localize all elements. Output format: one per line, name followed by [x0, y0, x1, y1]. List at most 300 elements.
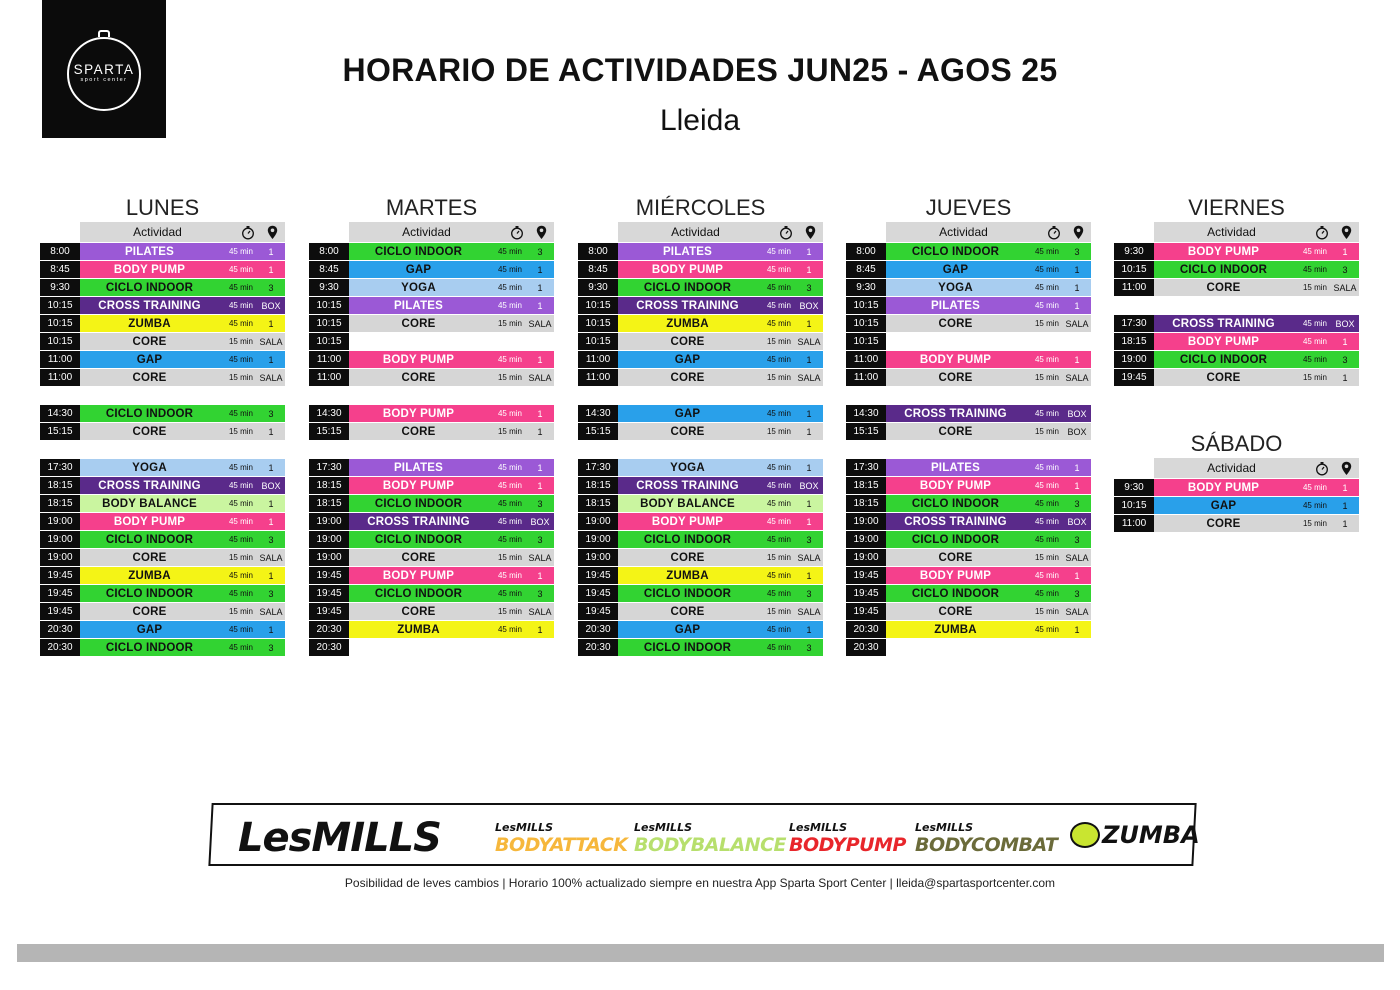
class-cell: [80, 477, 285, 494]
class-cell: [349, 261, 554, 278]
class-duration: 45 min: [766, 319, 791, 328]
class-time: 11:00: [40, 369, 80, 386]
schedule-row: [578, 585, 823, 602]
class-time: 18:15: [846, 495, 886, 512]
class-room: 1: [1074, 462, 1080, 473]
class-duration: 45 min: [1034, 355, 1059, 364]
class-name: PILATES: [662, 245, 713, 258]
class-duration: 45 min: [1034, 409, 1059, 418]
class-room: 3: [537, 246, 543, 257]
class-time: 20:30: [309, 639, 349, 656]
class-cell: [618, 405, 823, 422]
class-room: 1: [1342, 518, 1348, 529]
location-pin-icon: [529, 225, 554, 240]
class-duration: 45 min: [228, 589, 253, 598]
class-name: CROSS TRAINING: [98, 299, 201, 312]
class-name: ZUMBA: [666, 569, 709, 582]
stopwatch-knob: [98, 30, 110, 37]
schedule-row: [846, 639, 1091, 656]
class-time: 11:00: [846, 369, 886, 386]
class-time: 10:15: [1114, 497, 1154, 514]
class-cell: [80, 369, 285, 386]
class-name: CROSS TRAINING: [904, 407, 1007, 420]
class-cell: [618, 531, 823, 548]
class-cell: [80, 423, 285, 440]
class-room: 3: [1342, 264, 1348, 275]
class-cell: [886, 405, 1091, 422]
class-time: 17:30: [1114, 315, 1154, 332]
schedule-row: [846, 531, 1091, 548]
location-pin-icon: [1066, 225, 1091, 240]
class-time: 8:00: [846, 243, 886, 260]
schedule-row: [578, 261, 823, 278]
class-room: 1: [806, 354, 812, 365]
schedule-row: [846, 621, 1091, 638]
class-cell: [349, 495, 554, 512]
class-room: SALA: [259, 606, 283, 617]
class-name: CORE: [401, 605, 436, 618]
class-room: 3: [537, 588, 543, 599]
class-name: CICLO INDOOR: [643, 281, 732, 294]
class-time: 19:00: [846, 513, 886, 530]
schedule-row: [40, 603, 285, 620]
class-time: 8:00: [40, 243, 80, 260]
schedule-row: [309, 333, 554, 350]
class-duration: 45 min: [228, 481, 253, 490]
class-time: 19:00: [846, 549, 886, 566]
class-name: BODY BALANCE: [640, 497, 735, 510]
class-time: 19:45: [846, 585, 886, 602]
class-time: 20:30: [578, 621, 618, 638]
class-room: 1: [268, 246, 274, 257]
class-duration: 15 min: [766, 373, 791, 382]
class-time: 19:45: [40, 585, 80, 602]
schedule-row: [846, 603, 1091, 620]
class-cell: [886, 315, 1091, 332]
class-time: 9:30: [1114, 479, 1154, 496]
class-cell: [349, 279, 554, 296]
class-cell: [886, 261, 1091, 278]
class-duration: 45 min: [497, 517, 522, 526]
class-room: 1: [806, 498, 812, 509]
class-room: 3: [1074, 246, 1080, 257]
class-time: 8:45: [309, 261, 349, 278]
class-name: BODY PUMP: [382, 479, 455, 492]
class-cell: [349, 315, 554, 332]
class-time: 10:15: [578, 297, 618, 314]
schedule-row: [846, 585, 1091, 602]
schedule-row: [309, 603, 554, 620]
schedule-row: [309, 495, 554, 512]
class-room: 1: [806, 516, 812, 527]
class-name: BODY PUMP: [113, 515, 186, 528]
class-room: BOX: [1067, 426, 1087, 437]
class-room: 1: [1342, 336, 1348, 347]
class-time: 10:15: [309, 297, 349, 314]
class-room: SALA: [1333, 282, 1357, 293]
class-room: 3: [268, 408, 274, 419]
schedule-row: [1114, 279, 1359, 296]
class-name: BODY PUMP: [651, 263, 724, 276]
day-name: LUNES: [125, 195, 200, 220]
class-room: 3: [806, 642, 812, 653]
class-time: 10:15: [40, 315, 80, 332]
schedule-row: [578, 567, 823, 584]
brand-bodybalance: LesMILLS BODYBALANCE: [634, 821, 787, 856]
schedule-row: [40, 423, 285, 440]
schedule-row: [846, 243, 1091, 260]
class-room: 3: [806, 282, 812, 293]
class-duration: 45 min: [1034, 517, 1059, 526]
class-room: SALA: [797, 372, 821, 383]
class-duration: 45 min: [497, 535, 522, 544]
class-room: 1: [806, 264, 812, 275]
class-duration: 45 min: [1302, 319, 1327, 328]
class-cell: [349, 351, 554, 368]
class-room: 1: [806, 462, 812, 473]
activity-header: Actividad: [402, 225, 451, 239]
class-duration: 45 min: [497, 301, 522, 310]
class-room: 1: [1342, 500, 1348, 511]
schedule-row: [578, 405, 823, 422]
class-cell: [618, 351, 823, 368]
day-column-3: [578, 196, 823, 657]
class-cell: [349, 333, 554, 350]
class-cell: [886, 351, 1091, 368]
class-room: BOX: [1067, 516, 1087, 527]
class-time: 19:45: [846, 603, 886, 620]
table-header: [618, 222, 823, 242]
class-cell: [80, 243, 285, 260]
class-room: SALA: [528, 318, 552, 329]
class-time: 9:30: [40, 279, 80, 296]
class-duration: 45 min: [766, 535, 791, 544]
class-name: CROSS TRAINING: [636, 299, 739, 312]
class-name: GAP: [942, 263, 969, 276]
class-cell: [80, 567, 285, 584]
schedule-row: [309, 405, 554, 422]
schedule-row: [309, 297, 554, 314]
class-duration: 45 min: [1034, 535, 1059, 544]
class-name: CICLO INDOOR: [105, 641, 194, 654]
schedule-row: [1114, 369, 1359, 386]
class-time: 10:15: [309, 315, 349, 332]
class-duration: 45 min: [1302, 501, 1327, 510]
class-room: 3: [806, 588, 812, 599]
schedule-row: [1114, 479, 1359, 496]
class-cell: [886, 639, 1091, 656]
class-room: 1: [537, 354, 543, 365]
class-name: PILATES: [930, 299, 981, 312]
schedule-row: [309, 351, 554, 368]
class-name: YOGA: [132, 461, 167, 474]
class-cell: [886, 423, 1091, 440]
class-room: 1: [1074, 282, 1080, 293]
class-name: CORE: [1206, 281, 1241, 294]
class-name: PILATES: [124, 245, 175, 258]
schedule-row: [40, 459, 285, 476]
class-duration: 15 min: [766, 337, 791, 346]
class-room: 3: [1342, 354, 1348, 365]
class-room: 1: [1342, 246, 1348, 257]
class-cell: [80, 639, 285, 656]
schedule-row: [40, 513, 285, 530]
class-room: 1: [537, 426, 543, 437]
class-cell: [80, 531, 285, 548]
class-duration: 45 min: [228, 247, 253, 256]
class-duration: 45 min: [228, 499, 253, 508]
class-duration: 45 min: [1034, 301, 1059, 310]
class-time: 19:45: [309, 603, 349, 620]
class-time: 20:30: [40, 639, 80, 656]
class-time: 19:00: [309, 531, 349, 548]
class-name: CORE: [401, 371, 436, 384]
class-cell: [618, 513, 823, 530]
class-name: CORE: [401, 551, 436, 564]
class-name: CICLO INDOOR: [1179, 263, 1268, 276]
brands-banner: [208, 803, 1200, 866]
class-room: SALA: [797, 336, 821, 347]
class-room: BOX: [799, 300, 819, 311]
class-name: CORE: [670, 425, 705, 438]
class-time: 19:45: [578, 603, 618, 620]
class-name: BODY PUMP: [382, 407, 455, 420]
class-cell: [349, 621, 554, 638]
class-cell: [1154, 333, 1359, 350]
class-room: 3: [268, 642, 274, 653]
class-time: 20:30: [40, 621, 80, 638]
class-room: BOX: [799, 480, 819, 491]
class-cell: [349, 585, 554, 602]
class-duration: 15 min: [1302, 283, 1327, 292]
class-cell: [1154, 279, 1359, 296]
class-cell: [1154, 515, 1359, 532]
class-name: GAP: [1210, 499, 1237, 512]
class-time: 19:45: [846, 567, 886, 584]
schedule-row: [846, 369, 1091, 386]
class-cell: [618, 333, 823, 350]
class-name: CICLO INDOOR: [911, 587, 1000, 600]
schedule-row: [40, 549, 285, 566]
class-name: CICLO INDOOR: [643, 641, 732, 654]
schedule-row: [578, 423, 823, 440]
day-name: MIÉRCOLES: [635, 195, 766, 220]
class-duration: 45 min: [766, 643, 791, 652]
class-room: BOX: [261, 300, 281, 311]
class-time: 8:45: [40, 261, 80, 278]
day-column-4: [846, 196, 1091, 657]
schedule-row: [578, 639, 823, 656]
class-time: 11:00: [578, 369, 618, 386]
schedule-row: [846, 351, 1091, 368]
class-room: 3: [806, 534, 812, 545]
schedule-row: [846, 279, 1091, 296]
class-duration: 15 min: [228, 427, 253, 436]
schedule-row: [578, 297, 823, 314]
class-name: CICLO INDOOR: [105, 587, 194, 600]
schedule-row: [40, 297, 285, 314]
class-time: 19:00: [1114, 351, 1154, 368]
class-name: CICLO INDOOR: [105, 407, 194, 420]
class-name: CORE: [132, 335, 167, 348]
schedule-row: [846, 513, 1091, 530]
class-name: CICLO INDOOR: [105, 281, 194, 294]
class-duration: 15 min: [1302, 519, 1327, 528]
class-duration: 45 min: [766, 247, 791, 256]
table-header: [349, 222, 554, 242]
class-name: GAP: [674, 623, 701, 636]
class-duration: 45 min: [766, 265, 791, 274]
class-room: 1: [268, 516, 274, 527]
class-name: CROSS TRAINING: [636, 479, 739, 492]
class-cell: [349, 567, 554, 584]
lesmills-logo: LesMILLS: [238, 815, 441, 861]
stopwatch-icon: [504, 225, 529, 240]
class-duration: 45 min: [228, 463, 253, 472]
class-time: 19:00: [578, 531, 618, 548]
class-cell: [886, 621, 1091, 638]
class-duration: 45 min: [766, 409, 791, 418]
class-room: 1: [1074, 300, 1080, 311]
class-room: SALA: [528, 552, 552, 563]
schedule-row: [1114, 243, 1359, 260]
logo-main-text: SPARTA: [73, 62, 135, 77]
class-cell: [80, 261, 285, 278]
class-duration: 15 min: [766, 553, 791, 562]
class-cell: [1154, 243, 1359, 260]
class-name: CORE: [670, 551, 705, 564]
class-name: CICLO INDOOR: [374, 533, 463, 546]
class-time: 19:45: [40, 567, 80, 584]
schedule-row: [578, 531, 823, 548]
schedule-row: [40, 567, 285, 584]
day-name: SÁBADO: [1190, 431, 1283, 456]
class-cell: [80, 495, 285, 512]
class-room: 1: [268, 318, 274, 329]
brand-bodypump: LesMILLS BODYPUMP: [789, 821, 906, 856]
class-duration: 45 min: [228, 355, 253, 364]
schedule-row: [846, 333, 1091, 350]
class-cell: [80, 333, 285, 350]
schedule-row: [309, 279, 554, 296]
class-room: 3: [1074, 588, 1080, 599]
schedule-row: [578, 603, 823, 620]
location-pin-icon: [260, 225, 285, 240]
day-name: JUEVES: [925, 195, 1012, 220]
class-duration: 45 min: [497, 481, 522, 490]
stopwatch-icon: [1309, 225, 1334, 240]
class-duration: 45 min: [228, 319, 253, 328]
class-name: BODY PUMP: [919, 479, 992, 492]
class-cell: [1154, 315, 1359, 332]
class-room: SALA: [797, 552, 821, 563]
class-room: 3: [1074, 534, 1080, 545]
class-name: CROSS TRAINING: [904, 515, 1007, 528]
class-time: 18:15: [40, 495, 80, 512]
class-cell: [349, 531, 554, 548]
class-time: 18:15: [846, 477, 886, 494]
class-cell: [886, 333, 1091, 350]
class-time: 19:00: [40, 513, 80, 530]
schedule-row: [846, 459, 1091, 476]
class-cell: [349, 459, 554, 476]
class-room: SALA: [259, 336, 283, 347]
class-room: 1: [806, 570, 812, 581]
location-pin-icon: [1334, 461, 1359, 476]
class-duration: 45 min: [1302, 247, 1327, 256]
class-name: CICLO INDOOR: [105, 533, 194, 546]
activity-header: Actividad: [1207, 225, 1256, 239]
class-duration: 15 min: [497, 319, 522, 328]
class-name: CORE: [938, 371, 973, 384]
schedule-row: [309, 369, 554, 386]
table-header: [1154, 458, 1359, 478]
schedule-row: [578, 477, 823, 494]
class-cell: [618, 369, 823, 386]
brand-bodycombat: LesMILLS BODYCOMBAT: [915, 821, 1058, 856]
class-duration: 15 min: [1034, 427, 1059, 436]
class-time: 10:15: [578, 315, 618, 332]
class-name: BODY PUMP: [919, 353, 992, 366]
schedule-row: [846, 567, 1091, 584]
class-room: 1: [1074, 624, 1080, 635]
class-duration: 45 min: [1034, 463, 1059, 472]
class-cell: [80, 297, 285, 314]
class-time: 9:30: [578, 279, 618, 296]
schedule-row: [846, 423, 1091, 440]
class-time: 17:30: [309, 459, 349, 476]
class-cell: [618, 315, 823, 332]
class-cell: [80, 459, 285, 476]
activity-header: Actividad: [671, 225, 720, 239]
class-name: BODY PUMP: [1187, 481, 1260, 494]
class-room: 1: [268, 354, 274, 365]
schedule-row: [40, 621, 285, 638]
class-duration: 45 min: [497, 409, 522, 418]
class-duration: 45 min: [228, 409, 253, 418]
class-cell: [349, 513, 554, 530]
class-duration: 45 min: [1034, 247, 1059, 256]
class-cell: [349, 639, 554, 656]
class-cell: [618, 243, 823, 260]
schedule-row: [309, 459, 554, 476]
class-duration: 15 min: [1034, 373, 1059, 382]
class-name: BODY PUMP: [651, 515, 724, 528]
class-duration: 15 min: [497, 427, 522, 436]
location-pin-icon: [798, 225, 823, 240]
class-cell: [1154, 479, 1359, 496]
class-time: 19:45: [309, 585, 349, 602]
class-room: 1: [1074, 264, 1080, 275]
class-room: 1: [1074, 354, 1080, 365]
class-room: 3: [268, 282, 274, 293]
class-cell: [618, 477, 823, 494]
class-cell: [618, 585, 823, 602]
class-room: 1: [537, 264, 543, 275]
class-duration: 45 min: [228, 283, 253, 292]
schedule-row: [578, 351, 823, 368]
schedule-row: [1114, 261, 1359, 278]
class-name: BODY PUMP: [919, 569, 992, 582]
bottom-bar: [17, 944, 1384, 962]
class-cell: [618, 297, 823, 314]
class-cell: [618, 459, 823, 476]
class-duration: 45 min: [766, 499, 791, 508]
class-time: 17:30: [40, 459, 80, 476]
class-room: 1: [537, 300, 543, 311]
class-duration: 45 min: [1302, 483, 1327, 492]
schedule-row: [40, 477, 285, 494]
